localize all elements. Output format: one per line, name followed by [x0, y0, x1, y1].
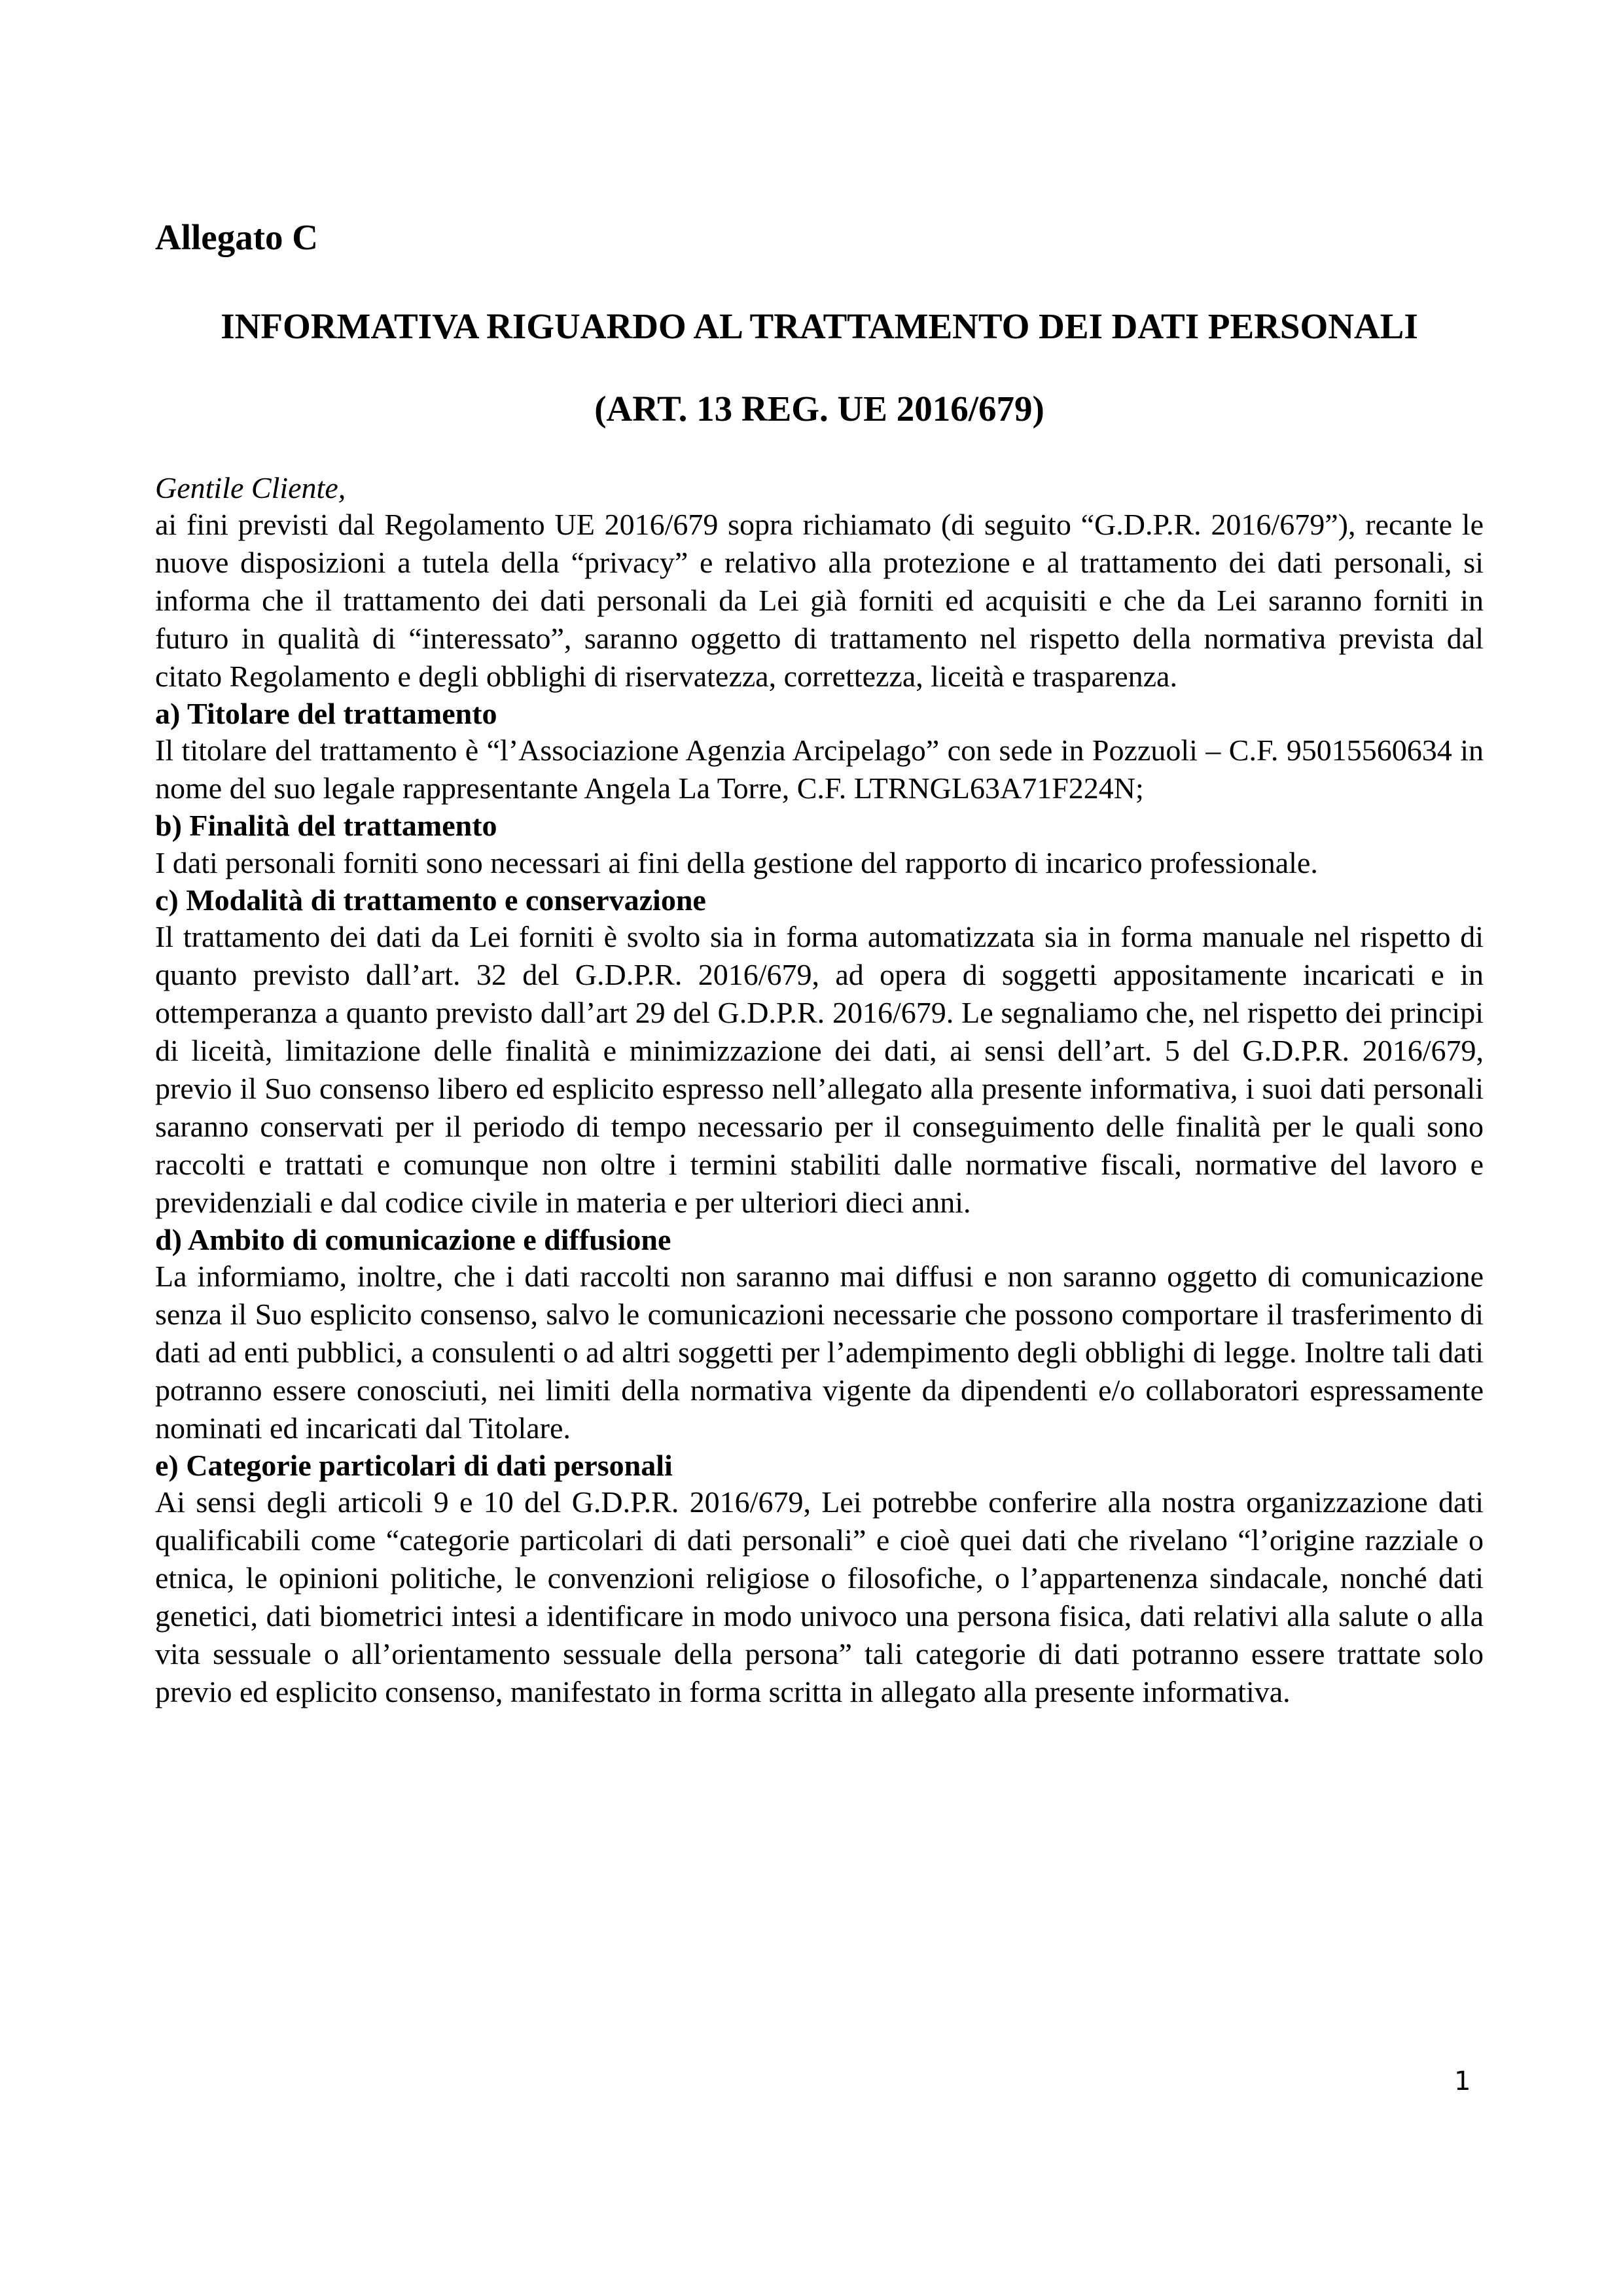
section-body: Il titolare del trattamento è “l’Associazione Agenzia Arcipelago” con sede in Pozzuoli – C.F. 95015560634 in nome del suo legale rappresentante Angela La Torre, C.F. LTRNGL63A71F224N;	[155, 733, 1484, 805]
section-heading: e) Categorie particolari di dati personali	[155, 1448, 673, 1482]
section-body: Ai sensi degli articoli 9 e 10 del G.D.P.R. 2016/679, Lei potrebbe conferire alla nostra organizzazione dati qualificabili come “categorie particolari di dati personali” e cioè quei dati che rivelano “l’origine razziale o etnica, le opinioni politiche, le convenzioni religiose o filosofiche, o l’appartenenza sindacale, nonché dati genetici, dati biometrici intesi a identificare in modo univoco una persona fisica, dati relativi alla salute o alla vita sessuale o all’orientamento sessuale della persona” tali categorie di dati potranno essere trattate solo previo ed esplicito consenso, manifestato in forma scritta in allegato alla presente informativa.	[155, 1485, 1484, 1709]
section-heading: c) Modalità di trattamento e conservazione	[155, 883, 706, 917]
document-title: INFORMATIVA RIGUARDO AL TRATTAMENTO DEI DATI PERSONALI	[221, 306, 1418, 346]
intro-paragraph: ai fini previsti dal Regolamento UE 2016/679 sopra richiamato (di seguito “G.D.P.R. 2016/679”), recante le nuove disposizioni a tutela della “privacy” e relativo alla protezione e al trattamento dei dati personali, si informa che il trattamento dei dati personali da Lei già forniti ed acquisiti e che da Lei saranno forniti in futuro in qualità di “interessato”, saranno oggetto di trattamento nel rispetto della normativa prevista dal citato Regolamento e degli obblighi di riservatezza, correttezza, liceità e trasparenza.	[155, 508, 1484, 694]
section-body: I dati personali forniti sono necessari ai fini della gestione del rapporto di incarico professionale.	[155, 845, 1318, 879]
section-body: La informiamo, inoltre, che i dati raccolti non saranno mai diffusi e non saranno oggetto di comunicazione senza il Suo esplicito consenso, salvo le comunicazioni necessarie che possono comportare il trasferimento di dati ad enti pubblici, a consulenti o ad altri soggetti per l’adempimento degli obblighi di legge. Inoltre tali dati potranno essere conosciuti, nei limiti della normativa vigente da dipendenti e/o collaboratori espressamente nominati ed incaricati dal Titolare.	[155, 1259, 1484, 1445]
section-modalita	[155, 882, 1484, 1222]
section-heading: d) Ambito di comunicazione e diffusione	[155, 1222, 671, 1256]
section-ambito	[155, 1222, 1484, 1447]
section-heading: a) Titolare del trattamento	[155, 697, 497, 731]
greeting: Gentile Cliente,	[155, 471, 346, 504]
annex-label: Allegato C	[155, 217, 318, 257]
section-heading: b) Finalità del trattamento	[155, 809, 497, 843]
section-categorie	[155, 1447, 1484, 1711]
section-titolare	[155, 696, 1484, 807]
document-subtitle: (ART. 13 REG. UE 2016/679)	[594, 389, 1044, 429]
page-number: 1	[1454, 2066, 1471, 2096]
section-finalita	[155, 807, 1484, 881]
document-content	[155, 216, 1484, 1711]
section-body: Il trattamento dei dati da Lei forniti è svolto sia in forma automatizzata sia in forma manuale nel rispetto di quanto previsto dall’art. 32 del G.D.P.R. 2016/679, ad opera di soggetti appositamente incaricati e in ottemperanza a quanto previsto dall’art 29 del G.D.P.R. 2016/679. Le segnaliamo che, nel rispetto dei principi di liceità, limitazione delle finalità e minimizzazione dei dati, ai sensi dell’art. 5 del G.D.P.R. 2016/679, previo il Suo consenso libero ed esplicito espresso nell’allegato alla presente informativa, i suoi dati personali saranno conservati per il periodo di tempo necessario per il conseguimento delle finalità per le quali sono raccolti e trattati e comunque non oltre i termini stabiliti dalle normative fiscali, normative del lavoro e previdenziali e dal codice civile in materia e per ulteriori dieci anni.	[155, 919, 1484, 1219]
